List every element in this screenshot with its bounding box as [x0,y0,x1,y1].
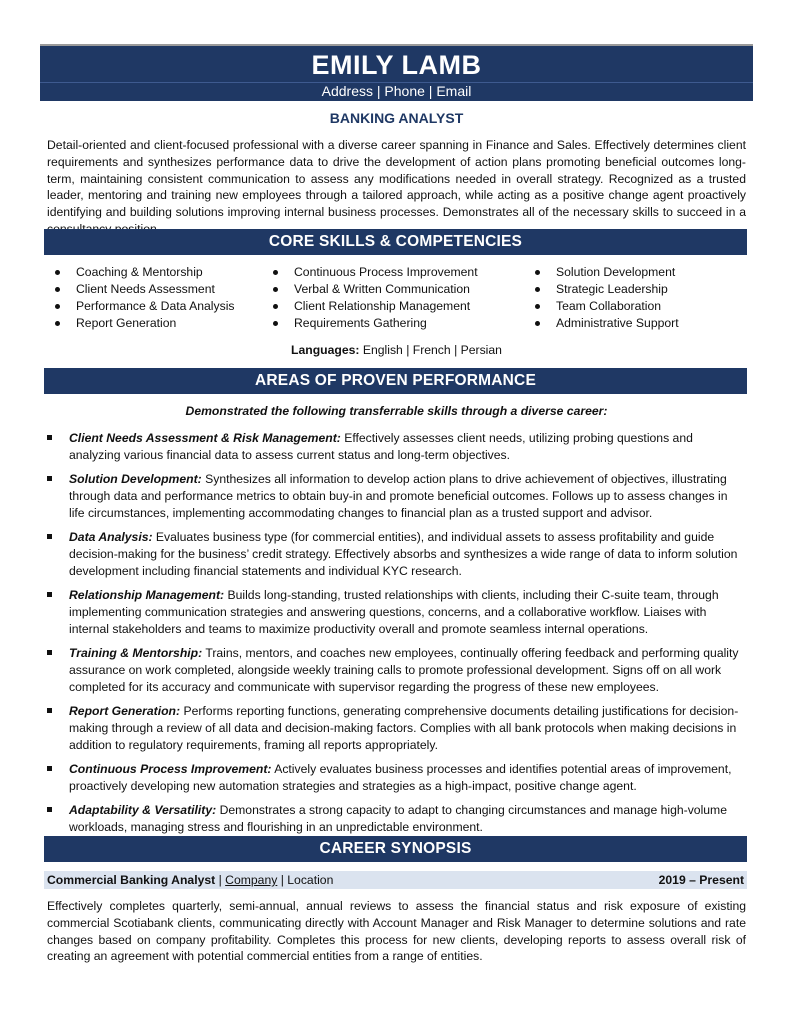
performance-item: Training & Mentorship: Trains, mentors, and coaches new employees, continually offering feedback and performing quality assurance on work completed, alongside weekly training calls to promote professional development. Signs off on all work completed for its accuracy and communicate with supervisor regarding the progress of these new employees. [47,645,746,695]
skills-column-1 [52,264,235,332]
role-company: Company [225,873,278,887]
bullet-square-icon [47,435,52,440]
skill-item: Team Collaboration [532,298,679,315]
bullet-dot-icon [273,304,278,309]
performance-item: Relationship Management: Builds long-standing, trusted relationships with clients, including their C-suite team, through implementing communication strategies and answering questions, concerns, and a collaborative workflow. Liaises with internal stakeholders and teams to maximize productivity overall and promote seamless internal operations. [47,587,746,637]
bullet-dot-icon [55,304,60,309]
job-title: BANKING ANALYST [329,110,464,126]
role-header [44,871,747,889]
skill-item: Solution Development [532,264,679,281]
role-description: Effectively completes quarterly, semi-annual, annual reviews to assess the financial status and risk exposure of existing commercial Scotiabank clients, communicating directly with Account Manager and Risk Manager to determine solutions and rate changes based on company profitability. Completes this process for new clients, developing reports to assess overall risk of creating an agreement with potential commercial entities from a range of entities. [47,899,746,964]
performance-list [47,430,746,843]
role-dates: 2019 – Present [658,873,744,887]
performance-item: Solution Development: Synthesizes all information to develop action plans to drive achievement of objectives, illustrating through data and performance metrics to obtain buy-in and promote beneficial outcomes. Follows up to assess changes in life circumstances, implementing accommodating changes to financial plan as a trusted support and advisor. [47,471,746,521]
skill-item: Client Relationship Management [270,298,478,315]
skill-item: Administrative Support [532,315,679,332]
languages-label: Languages: [291,343,360,357]
bullet-square-icon [47,592,52,597]
languages-line [40,343,753,357]
contact-separator: | [424,83,437,99]
role-location: Location [287,873,334,887]
skill-item: Verbal & Written Communication [270,281,478,298]
bullet-dot-icon [55,287,60,292]
performance-item: Client Needs Assessment & Risk Management: Effectively assesses client needs, utilizing probing questions and analyzing various financial data to assess current status and long-term objectives. [47,430,746,464]
contact-address: Address [321,83,373,99]
performance-item: Data Analysis: Evaluates business type (for commercial entities), and individual assets to assess profitability and guide decision-making for the business’ credit strategy. Effectively absorbs and synthesizes a wide range of data to inform solution development including financial statements and individual KYC research. [47,529,746,579]
candidate-name: EMILY LAMB [40,46,753,82]
bullet-square-icon [47,650,52,655]
performance-item: Report Generation: Performs reporting functions, generating comprehensive documents detailing justifications for decision-making through a review of all data and decision-making factors. Complies with all bank protocols when making decisions in addition to regulatory requirements, framing all reports appropriately. [47,703,746,753]
contact-phone: Phone [384,83,425,99]
contact-email: Email [436,83,472,99]
bullet-dot-icon [535,270,540,275]
bullet-square-icon [47,476,52,481]
skill-item: Strategic Leadership [532,281,679,298]
bullet-dot-icon [535,304,540,309]
performance-item: Continuous Process Improvement: Actively evaluates business processes and identifies potential areas of improvement, proactively developing new automation strategies and strategies as a high-impact, positive change agent. [47,761,746,795]
bullet-dot-icon [273,287,278,292]
contact-separator: | [373,83,385,99]
skill-item: Requirements Gathering [270,315,478,332]
role-title: Commercial Banking Analyst [47,873,216,887]
skill-item: Continuous Process Improvement [270,264,478,281]
performance-item: Adaptability & Versatility: Demonstrates a strong capacity to adapt to changing circumstances and manage high-volume workloads, managing stress and flourishing in an unpredictable environment. [47,802,746,836]
skill-item: Coaching & Mentorship [52,264,235,281]
bullet-dot-icon [55,270,60,275]
section-heading-skills: CORE SKILLS & COMPETENCIES [44,229,747,255]
contact-line [40,82,753,101]
languages-value: English | French | Persian [359,343,502,357]
professional-summary: Detail-oriented and client-focused professional with a diverse career spanning in Finance and Sales. Effectively determines client requirements and synthesizes performance data to drive the development of action plans promoting beneficial outcomes long-term, maintaining consistent communication to assess any modifications needed in overall strategy. Recognized as a trusted leader, mentoring and training new employees through a tailored approach, while acting as a positive change agent proactively identifying and building solutions improving internal business processes. Demonstrates all of the necessary skills to succeed in a [47,138,746,220]
performance-intro: Demonstrated the following transferrable skills through a diverse career: [185,404,608,418]
skill-item: Report Generation [52,315,235,332]
bullet-dot-icon [535,287,540,292]
role-separator: | [277,873,288,887]
skill-item: Performance & Data Analysis [52,298,235,315]
bullet-square-icon [47,534,52,539]
skills-column-3 [532,264,679,332]
skills-column-2 [270,264,478,332]
bullet-dot-icon [535,321,540,326]
bullet-square-icon [47,708,52,713]
bullet-square-icon [47,807,52,812]
bullet-dot-icon [273,321,278,326]
bullet-dot-icon [55,321,60,326]
section-heading-performance: AREAS OF PROVEN PERFORMANCE [44,368,747,394]
bullet-square-icon [47,766,52,771]
section-heading-career: CAREER SYNOPSIS [44,836,747,862]
skill-item: Client Needs Assessment [52,281,235,298]
role-details [47,871,333,889]
bullet-dot-icon [273,270,278,275]
role-separator: | [215,873,226,887]
